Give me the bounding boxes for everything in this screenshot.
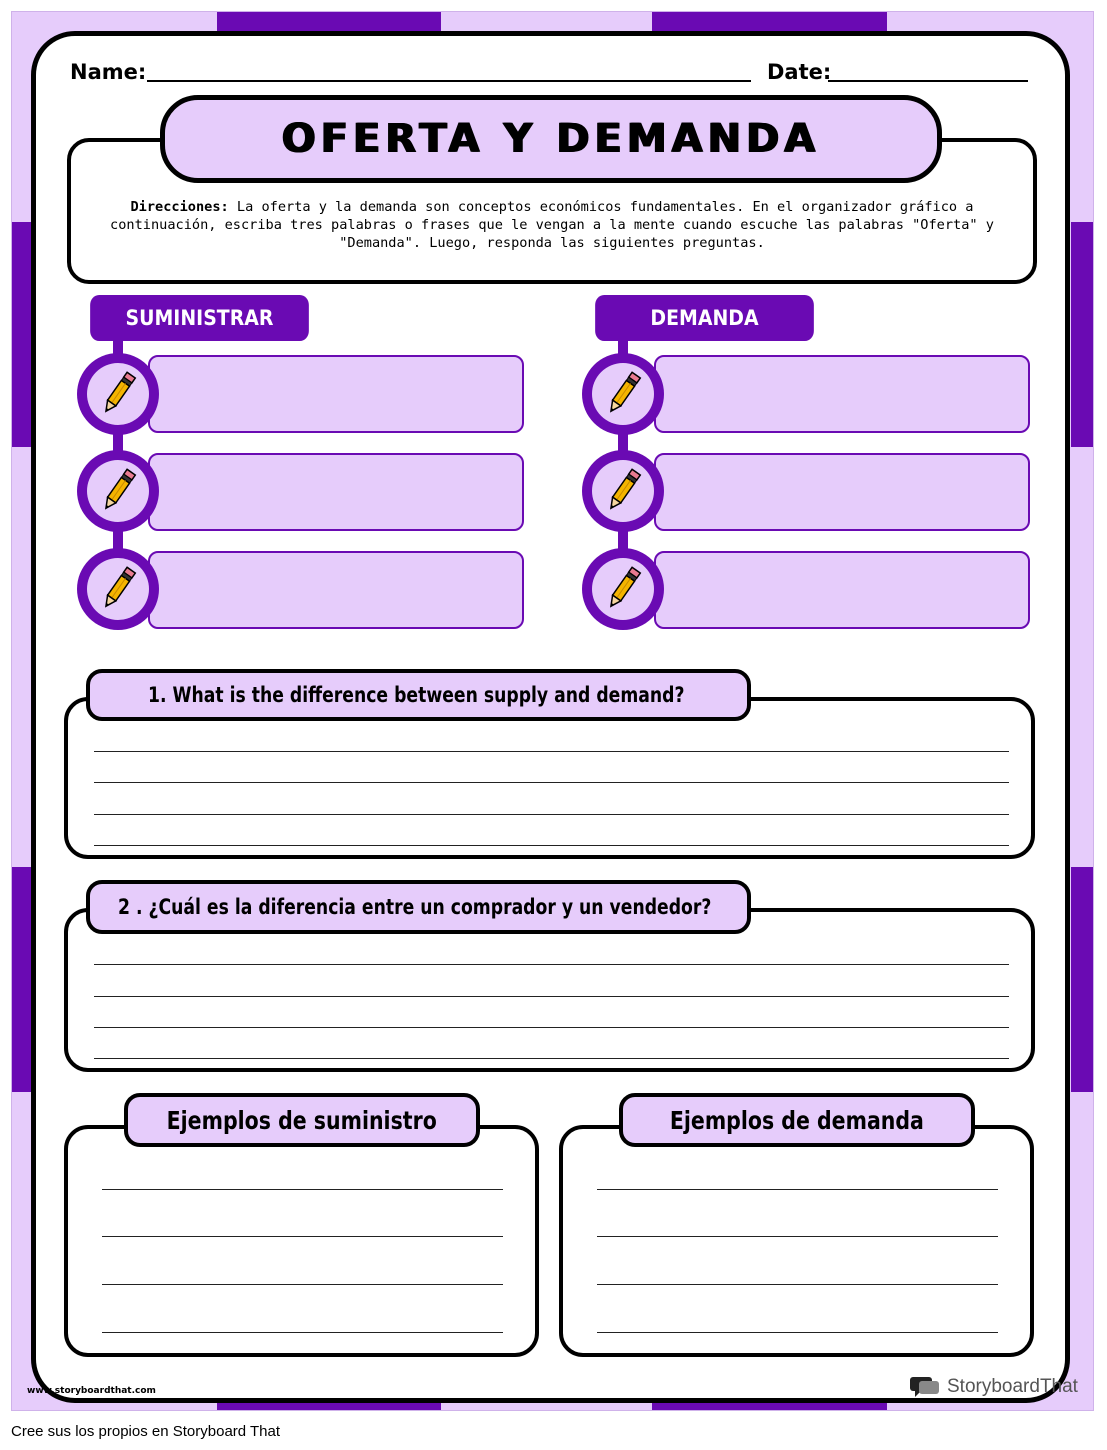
pencil-icon xyxy=(98,564,138,614)
demand-answer-3[interactable] xyxy=(654,551,1030,629)
question-1-answer-box[interactable] xyxy=(64,697,1035,859)
demand-examples-box[interactable] xyxy=(559,1125,1034,1357)
supply-examples-tab xyxy=(124,1093,480,1147)
date-label: Date: xyxy=(767,60,832,84)
name-field[interactable] xyxy=(147,80,751,82)
demand-heading xyxy=(595,295,814,341)
credit-link[interactable]: Cree sus los propios en Storyboard That xyxy=(11,1423,281,1440)
pencil-icon xyxy=(98,369,138,419)
directions-text xyxy=(89,198,1015,252)
pencil-badge xyxy=(77,353,159,435)
writing-line xyxy=(597,1332,998,1333)
supply-answer-2[interactable] xyxy=(148,453,524,531)
page-title: OFERTA Y DEMANDA xyxy=(281,116,821,162)
footer-url: www.storyboardthat.com xyxy=(27,1386,156,1396)
pencil-icon xyxy=(603,564,643,614)
pencil-badge xyxy=(77,548,159,630)
writing-line xyxy=(94,782,1009,783)
demand-heading-text: DEMANDA xyxy=(650,306,759,330)
writing-line xyxy=(597,1284,998,1285)
supply-answer-1[interactable] xyxy=(148,355,524,433)
supply-answer-3[interactable] xyxy=(148,551,524,629)
pencil-icon xyxy=(98,466,138,516)
pencil-badge xyxy=(582,548,664,630)
directions-body: La oferta y la demanda son conceptos económicos fundamentales. En el organizador gráfico a continuación, escriba tres palabras o frases que le vengan a la mente cuando escuche las palabras "Oferta" y "Demanda". Luego, responda las siguientes preguntas. xyxy=(110,199,994,251)
writing-line xyxy=(102,1236,503,1237)
writing-line xyxy=(94,845,1009,846)
supply-examples-heading: Ejemplos de suministro xyxy=(166,1105,438,1135)
speech-bubble-icon xyxy=(909,1375,941,1399)
writing-line xyxy=(94,964,1009,965)
writing-line xyxy=(102,1332,503,1333)
date-field[interactable] xyxy=(828,80,1028,82)
brand-name: StoryboardThat xyxy=(947,1376,1078,1397)
right-stripe xyxy=(1071,222,1093,447)
writing-line xyxy=(94,1058,1009,1059)
writing-line xyxy=(94,996,1009,997)
pencil-badge xyxy=(582,353,664,435)
right-stripe xyxy=(1071,867,1093,1092)
writing-line xyxy=(102,1284,503,1285)
name-label: Name: xyxy=(70,60,147,84)
pencil-icon xyxy=(603,466,643,516)
writing-line xyxy=(597,1189,998,1190)
writing-line xyxy=(94,1027,1009,1028)
demand-examples-tab xyxy=(619,1093,975,1147)
question-1-tab xyxy=(86,669,751,721)
writing-line xyxy=(597,1236,998,1237)
demand-answer-1[interactable] xyxy=(654,355,1030,433)
supply-heading-text: SUMINISTRAR xyxy=(125,306,274,330)
pencil-badge xyxy=(77,450,159,532)
directions-label: Direcciones: xyxy=(130,199,229,215)
writing-line xyxy=(94,814,1009,815)
demand-answer-2[interactable] xyxy=(654,453,1030,531)
supply-examples-box[interactable] xyxy=(64,1125,539,1357)
storyboardthat-logo xyxy=(909,1375,1078,1399)
pencil-icon xyxy=(603,369,643,419)
demand-examples-heading: Ejemplos de demanda xyxy=(669,1105,924,1135)
question-1-text: 1. What is the difference between supply and demand? xyxy=(148,683,685,707)
pencil-badge xyxy=(582,450,664,532)
question-2-tab xyxy=(86,880,751,934)
question-2-text: 2 . ¿Cuál es la diferencia entre un comprador y un vendedor? xyxy=(118,895,712,919)
writing-line xyxy=(102,1189,503,1190)
title-banner xyxy=(160,95,942,183)
supply-heading xyxy=(90,295,309,341)
writing-line xyxy=(94,751,1009,752)
